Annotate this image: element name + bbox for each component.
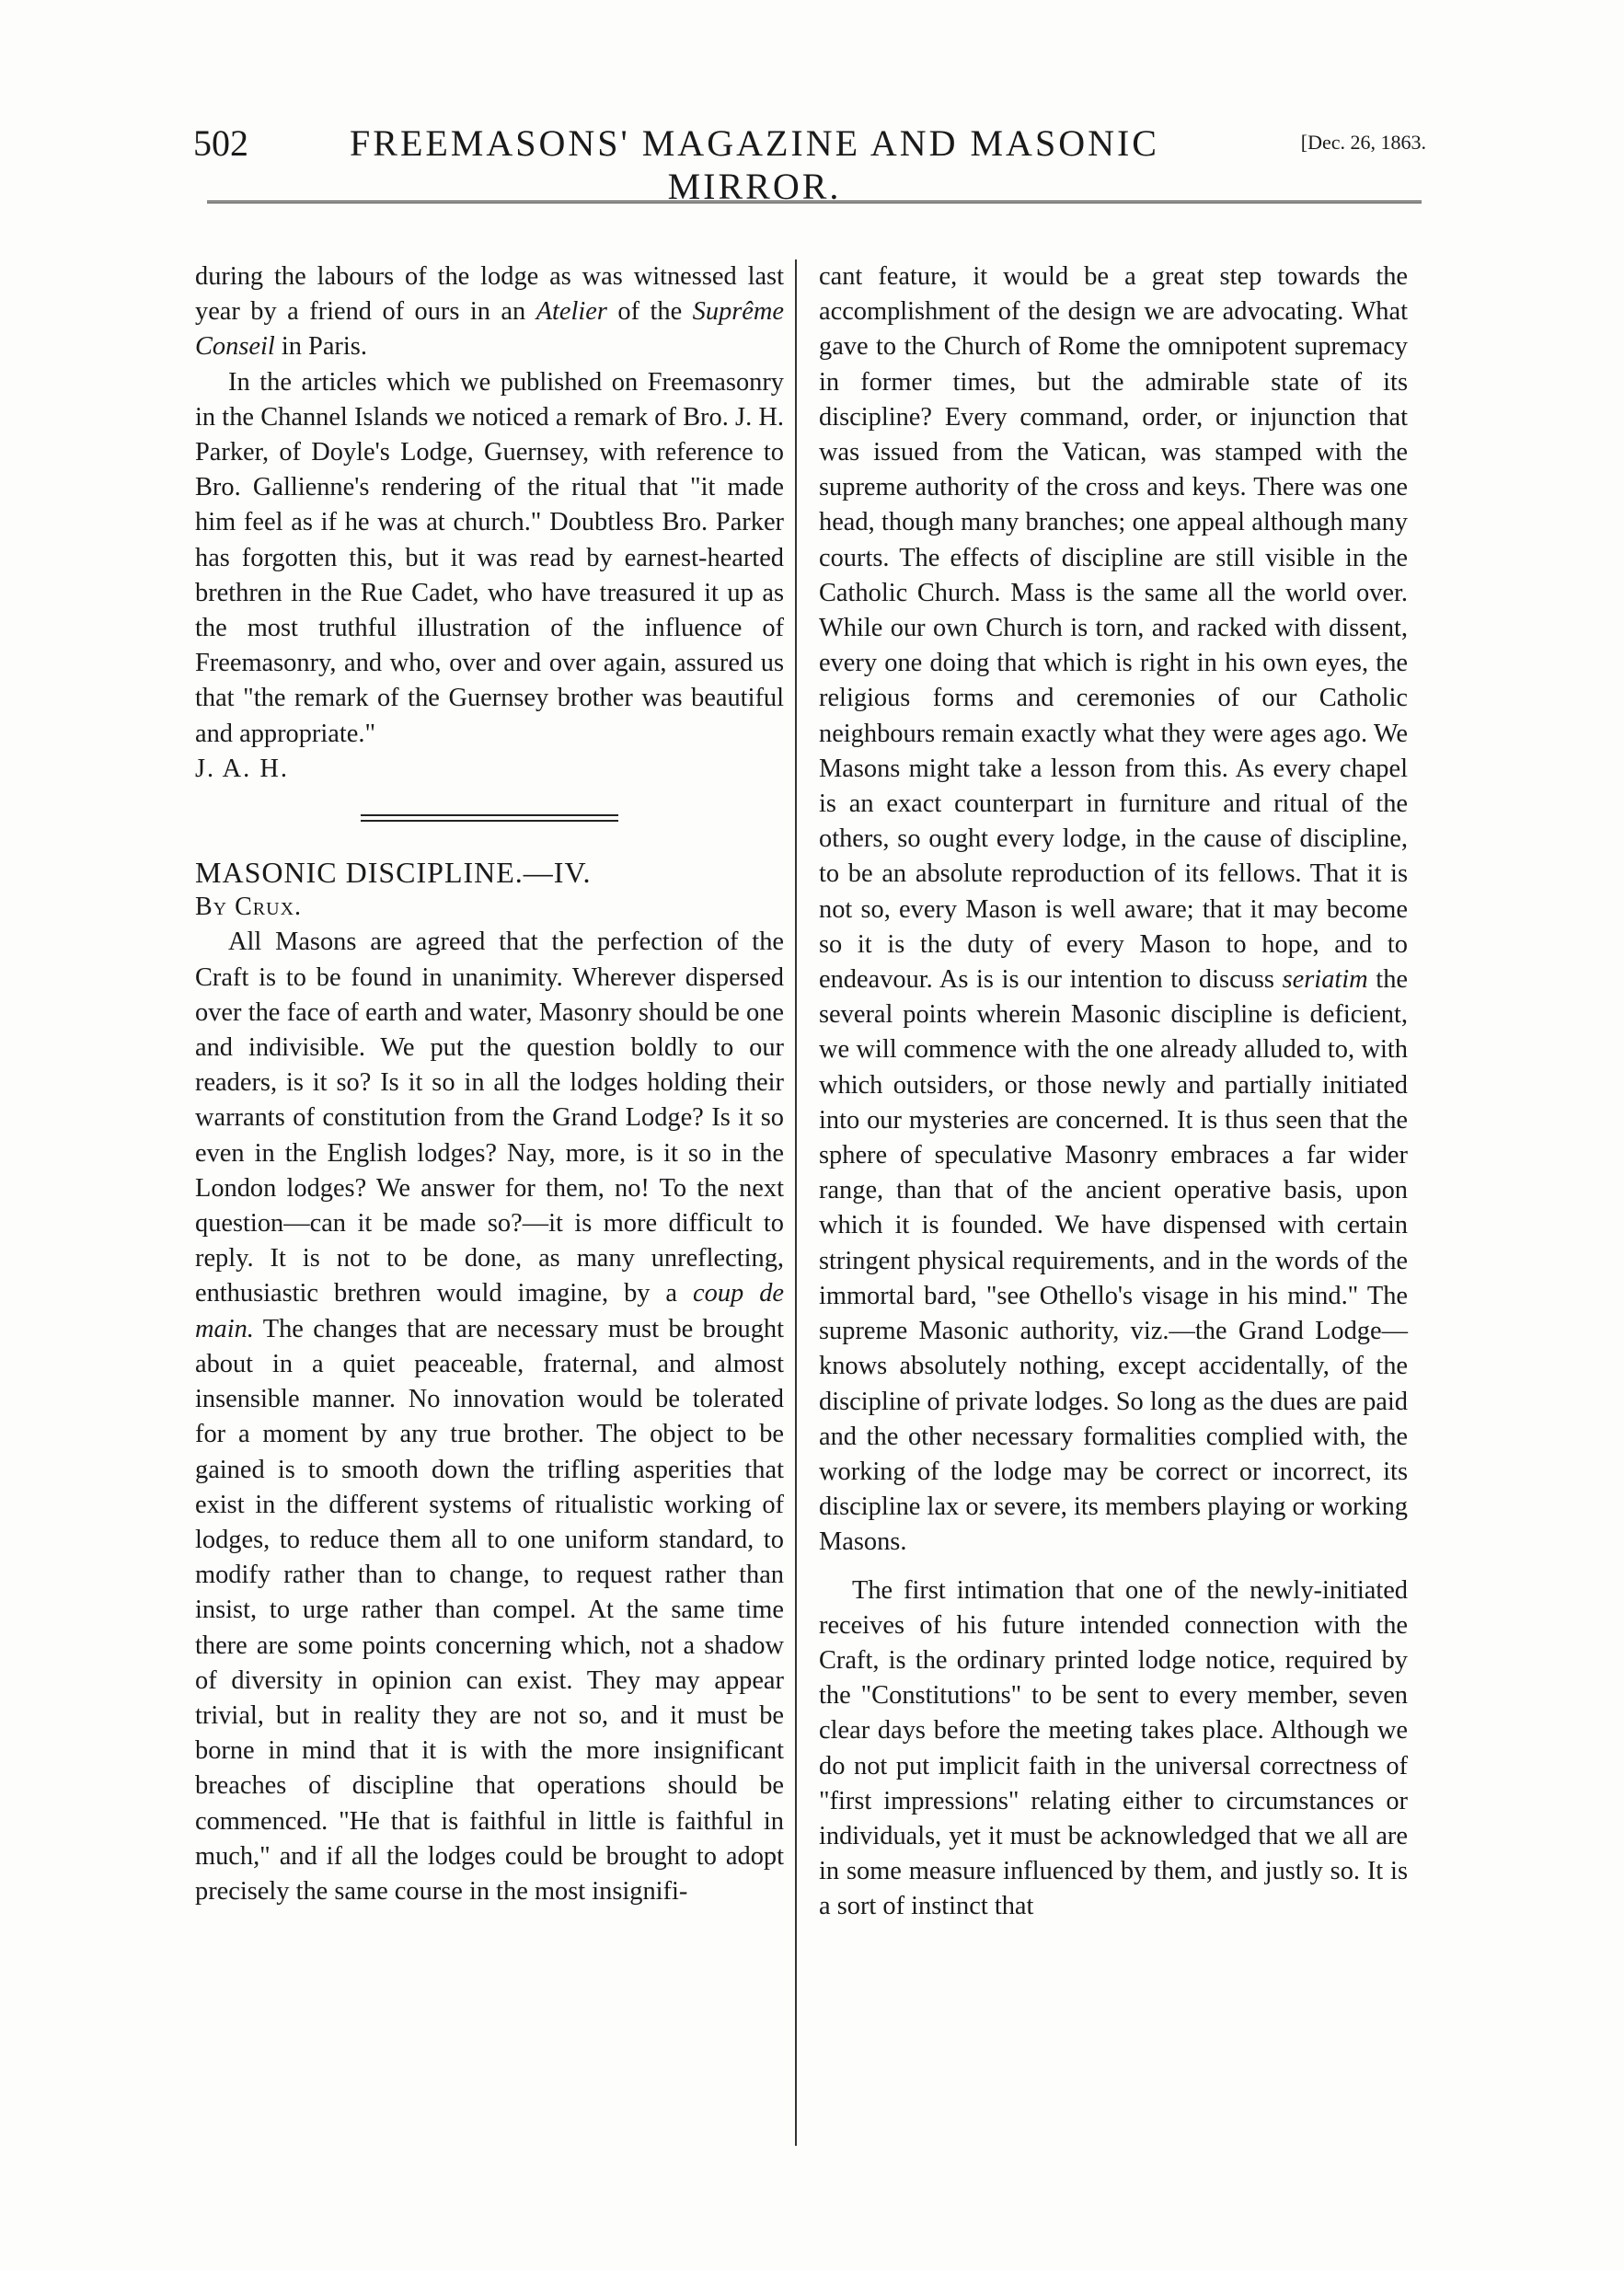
paragraph: In the articles which we published on Freemasonry in the Channel Islands we noticed a remark of Bro. J. H. Parker, of Doyle's Lodge, Guernsey, with reference to Bro. Gallienne's rendering of the ritual that "it made him feel as if he was at church." Doubtless Bro. Parker has forgotten this, but it was read by earnest-hearted brethren in the Rue Cadet, who have treasured it up as the most truthful illustration of the influence of Freemasonry, and who, over and over again, assured us that "the remark of the Guernsey brother was beautiful and appropriate." bbox=[195, 367, 784, 748]
magazine-title: FREEMASONS' MAGAZINE AND MASONIC MIRROR. bbox=[350, 122, 1159, 207]
author-signature: J. A. H. bbox=[195, 754, 289, 783]
continued-paragraph: cant feature, it would be a great step towards the accomplishment of the design we are advocating. What gave to the Church of Rome the omnipotent supremacy in former times, but the admirable state of its discipline? Every command, order, or injunction that was issued from the Vatican, was stamped with the supreme authority of the cross and keys. There was one head, though many branches; one appeal although many courts. The effects of discipline are still visible in the Catholic Church. Mass is the same all the world over. While our own Church is torn, and racked with dissent, every one doing that which is right in his own eyes, the religious forms and ceremonies of our Catholic neighbours remain exactly what they were ages ago. We Masons might take a lesson from this. As every chapel is an exact counterpart in furniture and ritual of the others, so ought every lodge, in the cause of discipline, to be an absolute reproduction of its fellows. That it is not so, every Mason is well aware; that it may become so it is the duty of every Mason to hope, and to endeavour. As is is our intention to discuss seriatim the several points wherein Masonic discipline is deficient, we will commence with the one already alluded to, with which outsiders, or those newly and partially initiated into our mysteries are concerned. It is thus seen that the sphere of speculative Masonry embraces a far wider range, than that of the ancient operative basis, upon which it is founded. We have dispensed with certain stringent physical requirements, and in the words of the immortal bard, "see Othello's visage in his mind." The supreme Masonic authority, viz.—the Grand Lodge—knows absolutely nothing, except accidentally, of the discipline of private lodges. So long as the dues are paid and the other necessary formalities complied with, the working of the lodge may be correct or incorrect, its discipline lax or severe, its members playing or working Masons. bbox=[819, 262, 1408, 1557]
paragraph: All Masons are agreed that the perfection of the Craft is to be found in unanimity. Wherever dispersed over the face of earth and water, Masonry should be one and indivisible. We put the question boldly to our readers, is it so? Is it so in all the lodges holding their warrants of constitution from the Grand Lodge? Is it so even in the English lodges? Nay, more, is it so in the London lodges? We answer for them, no! To the next question—can it be made so?—it is more difficult to reply. It is not to be done, as many unreflecting, enthusiastic brethren would imagine, by a coup de main. The changes that are necessary must be brought about in a quiet peaceable, fraternal, and almost insensible manner. No innovation would be tolerated for a moment by any true brother. The object to be gained is to smooth down the trifling asperities that exist in the different systems of ritualistic working of lodges, to reduce them all to one uniform standard, to modify rather than to change, to request rather than insist, to urge rather than compel. At the same time there are some points concerning which, not a shadow of diversity in opinion can exist. They may appear trivial, but in reality they are not so, and it must be borne in mind that it is with the more insignificant breaches of discipline that operations should be commenced. "He that is faithful in little is faithful in much," and if all the lodges could be brought to adopt precisely the same course in the most insignifi- bbox=[195, 928, 784, 1906]
right-column bbox=[819, 259, 1408, 1925]
column-divider bbox=[795, 259, 797, 2146]
header-rule bbox=[207, 201, 1422, 207]
running-header bbox=[193, 121, 1426, 207]
page-number: 502 bbox=[193, 122, 248, 164]
issue-date: [Dec. 26, 1863. bbox=[1300, 131, 1426, 154]
article-title: MASONIC DISCIPLINE.—IV. bbox=[195, 856, 592, 890]
left-column bbox=[195, 259, 784, 1909]
article-byline: By Crux. bbox=[195, 893, 303, 922]
paragraph: The first intimation that one of the newly-initiated receives of his future intended connection with the Craft, is the ordinary printed lodge notice, required by the "Constitutions" to be sent to every member, seven clear days before the meeting takes place. Although we do not put implicit faith in the universal correctness of "first impressions" relating either to circumstances or individuals, yet it must be acknowledged that we all are in some measure influenced by them, and justly so. It is a sort of instinct that bbox=[819, 1575, 1408, 1921]
continued-paragraph: during the labours of the lodge as was witnessed last year by a friend of ours in an Atelier of the Suprême Conseil in Paris. bbox=[195, 262, 784, 362]
section-separator bbox=[361, 814, 618, 822]
